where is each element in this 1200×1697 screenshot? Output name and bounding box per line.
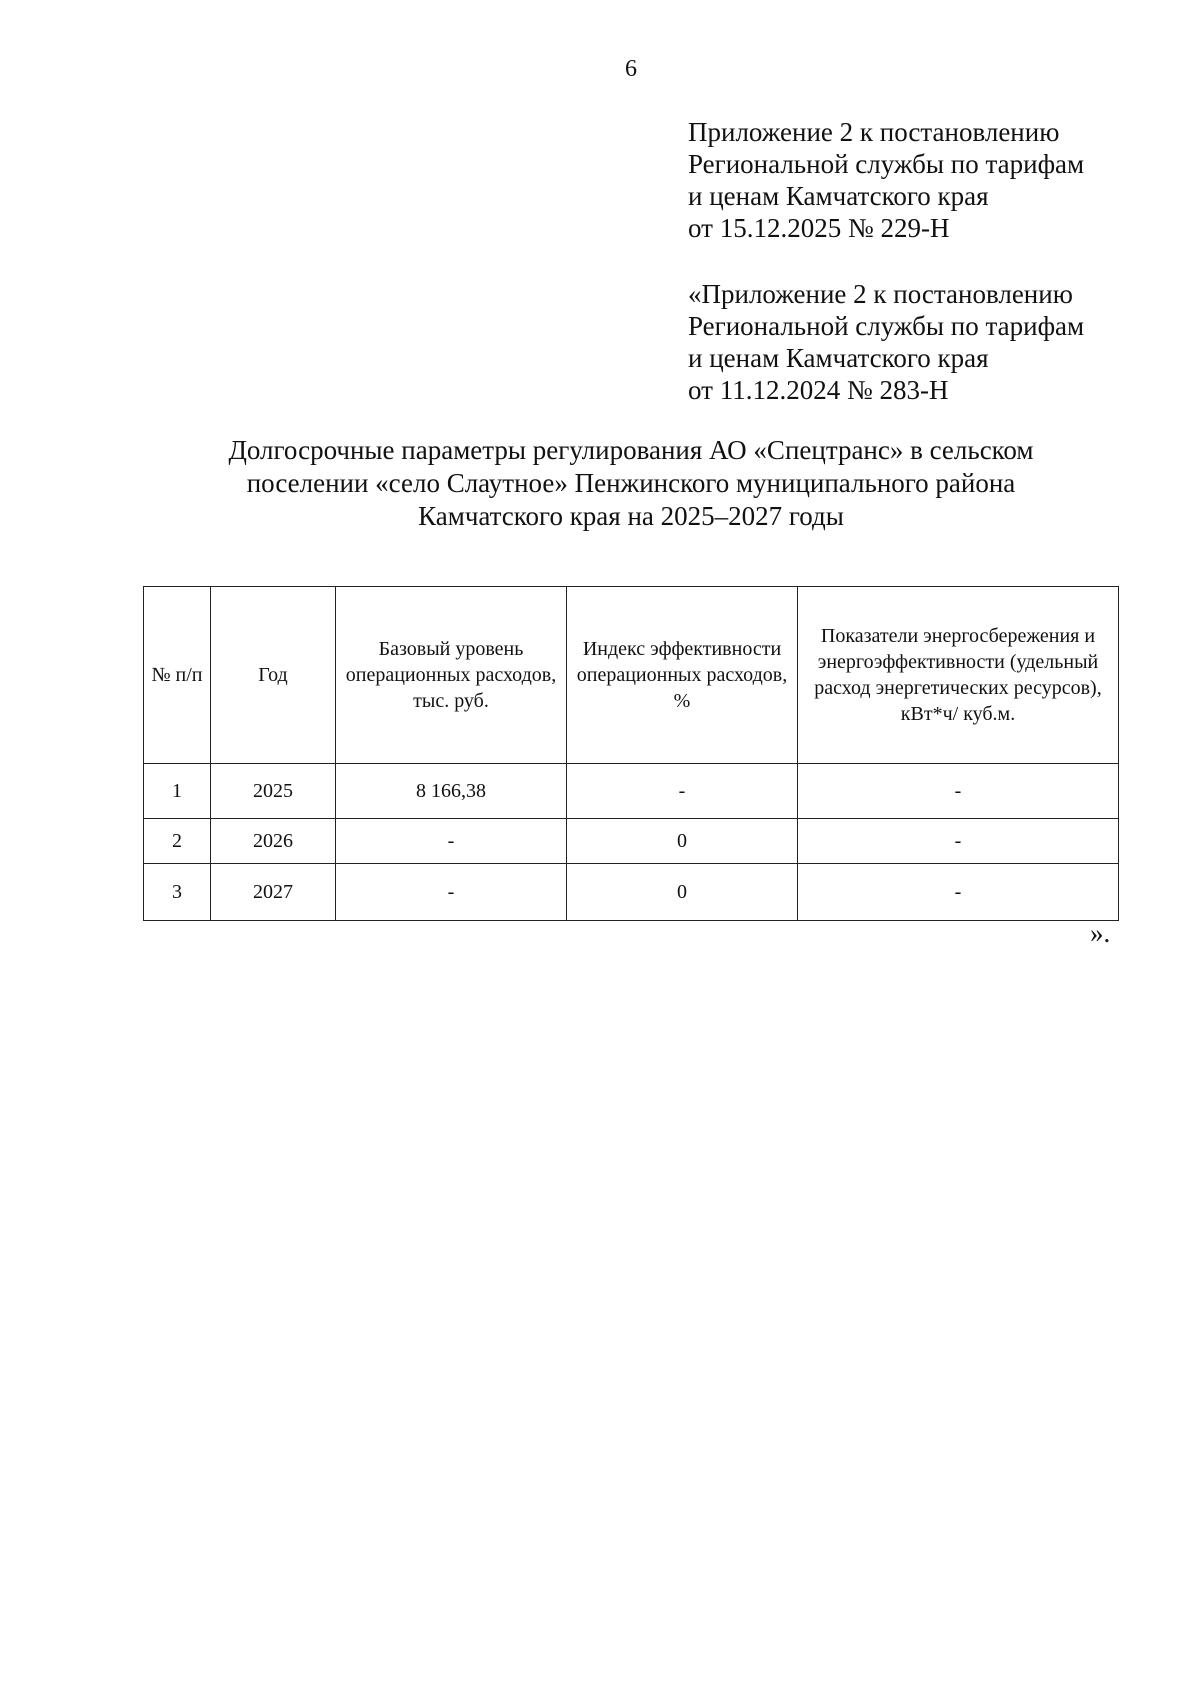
appendix-current-line-1: Приложение 2 к постановлению xyxy=(688,117,1060,147)
appendix-previous-line-3: и ценам Камчатского края xyxy=(688,343,989,373)
cell-number: 1 xyxy=(144,764,211,819)
document-title-line-1: Долгосрочные параметры регулирования АО «Спецтранс» в сельском xyxy=(228,435,1034,465)
parameters-table xyxy=(143,586,1119,921)
page-number: 6 xyxy=(625,56,637,82)
cell-base-level: 8 166,38 xyxy=(336,764,567,819)
table-row xyxy=(144,864,1119,921)
appendix-current-reference xyxy=(688,116,1168,244)
appendix-current-line-2: Региональной службы по тарифам xyxy=(688,149,1085,179)
cell-number: 2 xyxy=(144,819,211,864)
document-title-line-2: поселении «село Слаутное» Пенжинского муниципального района xyxy=(246,468,1016,498)
cell-energy-indicators: - xyxy=(798,819,1119,864)
document-title-line-3: Камчатского края на 2025–2027 годы xyxy=(418,501,844,531)
cell-year: 2025 xyxy=(211,764,336,819)
cell-efficiency-index: 0 xyxy=(567,864,798,921)
appendix-previous-line-4: от 11.12.2024 № 283-Н xyxy=(688,375,949,405)
document-title xyxy=(130,434,1132,533)
appendix-current-line-3: и ценам Камчатского края xyxy=(688,181,989,211)
appendix-previous-reference xyxy=(688,278,1168,406)
table-header-row xyxy=(144,587,1119,764)
cell-year: 2026 xyxy=(211,819,336,864)
closing-quote-mark: ». xyxy=(1090,918,1111,948)
header-efficiency-index: Индекс эффективности операционных расходов, % xyxy=(567,587,798,764)
header-energy-indicators: Показатели энергосбережения и энергоэффективности (удельный расход энергетических ресурсов), кВт*ч/ куб.м. xyxy=(798,587,1119,764)
appendix-previous-line-2: Региональной службы по тарифам xyxy=(688,311,1085,341)
cell-efficiency-index: - xyxy=(567,764,798,819)
cell-energy-indicators: - xyxy=(798,864,1119,921)
cell-efficiency-index: 0 xyxy=(567,819,798,864)
appendix-previous-line-1: «Приложение 2 к постановлению xyxy=(688,279,1073,309)
appendix-current-line-4: от 15.12.2025 № 229-Н xyxy=(688,213,950,243)
header-year: Год xyxy=(211,587,336,764)
table-row xyxy=(144,764,1119,819)
cell-base-level: - xyxy=(336,864,567,921)
cell-base-level: - xyxy=(336,819,567,864)
cell-number: 3 xyxy=(144,864,211,921)
table-row xyxy=(144,819,1119,864)
cell-energy-indicators: - xyxy=(798,764,1119,819)
header-base-level: Базовый уровень операционных расходов, тыс. руб. xyxy=(336,587,567,764)
cell-year: 2027 xyxy=(211,864,336,921)
header-number: № п/п xyxy=(144,587,211,764)
